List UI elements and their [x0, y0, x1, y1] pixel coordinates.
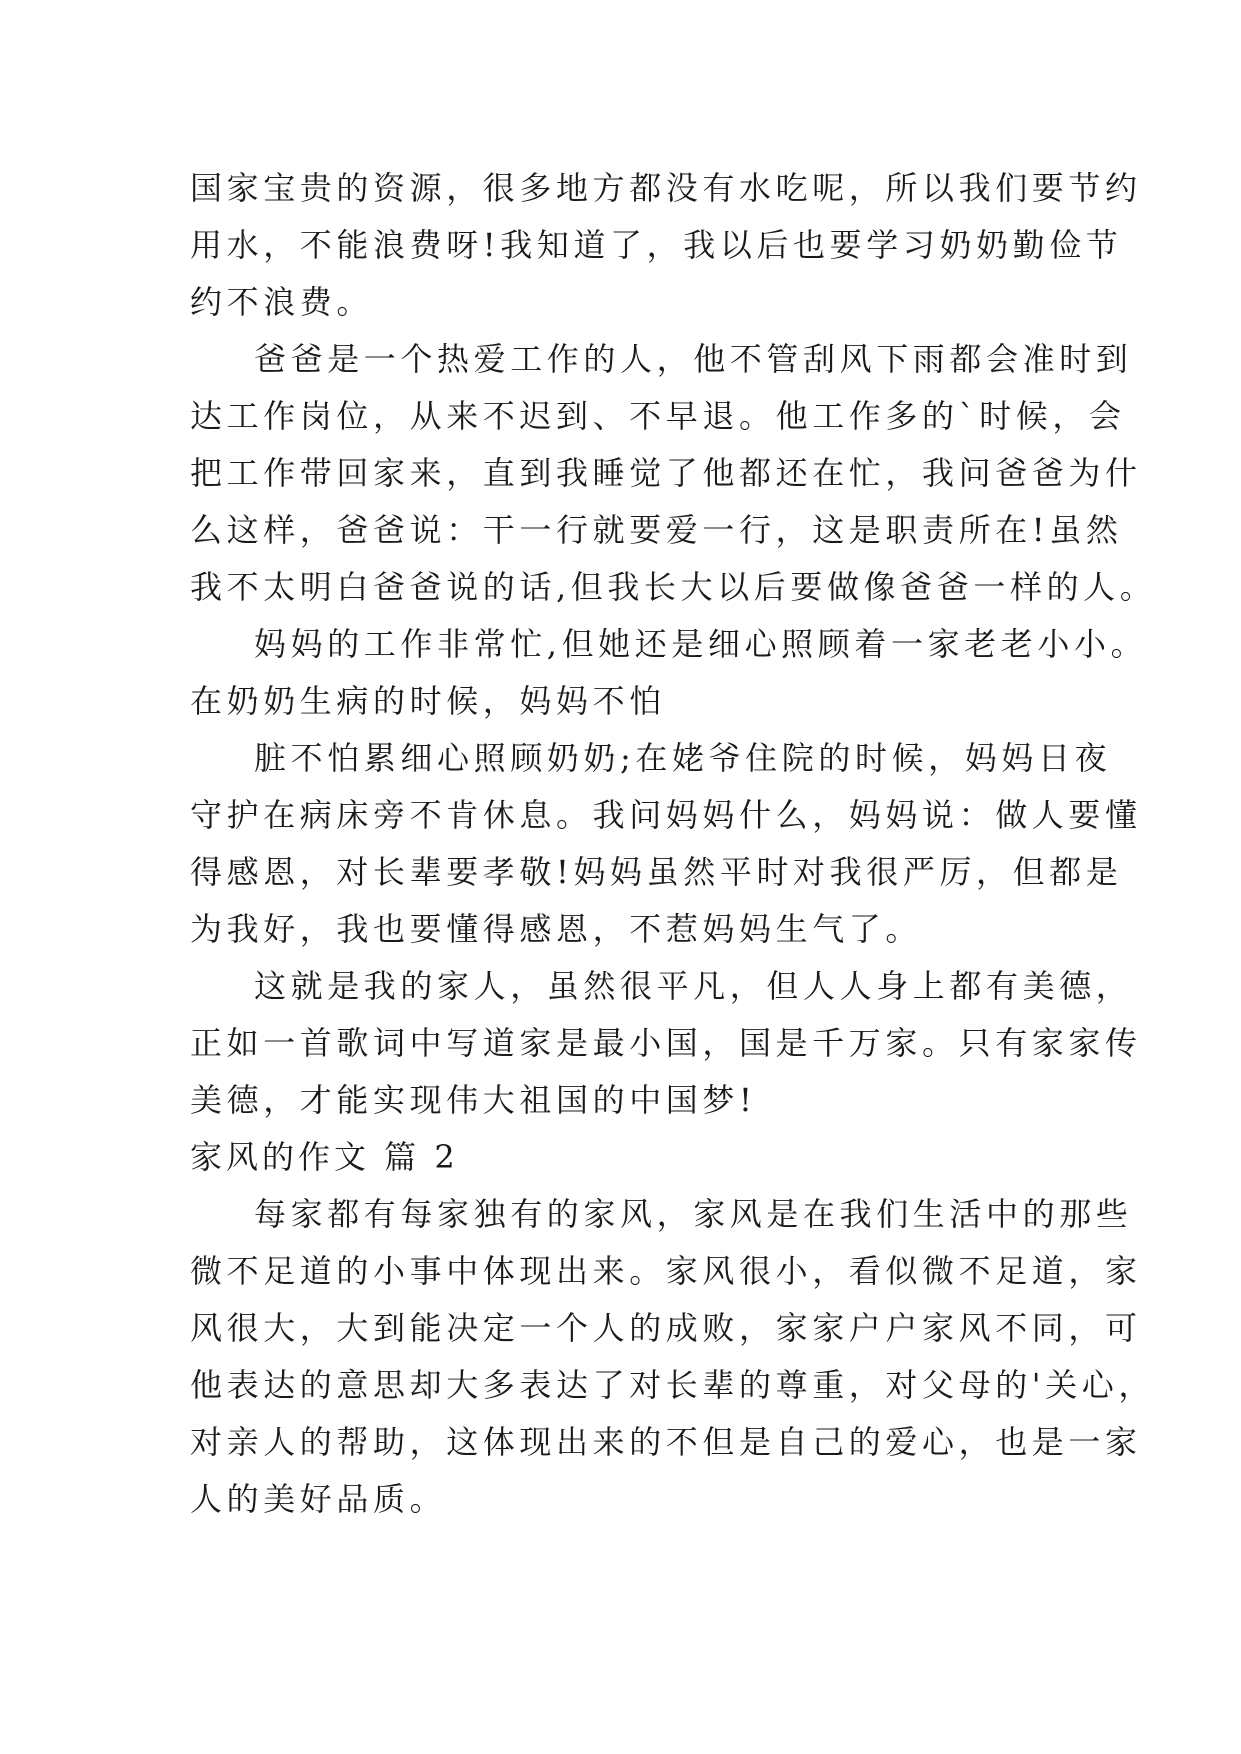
text-line: 微不足道的小事中体现出来。家风很小，看似微不足道，家	[190, 1252, 1142, 1290]
text-line: 妈妈的工作非常忙,但她还是细心照顾着一家老老小小。	[254, 625, 1148, 663]
text-line: 约不浪费。	[190, 283, 374, 321]
text-line: 守护在病床旁不肯休息。我问妈妈什么，妈妈说：做人要懂	[190, 796, 1142, 834]
text-line: 人的美好品质。	[190, 1480, 447, 1518]
text-line: 这就是我的家人，虽然很平凡，但人人身上都有美德，	[254, 967, 1133, 1005]
text-line: 得感恩，对长辈要孝敬!妈妈虽然平时对我很严厉，但都是	[190, 853, 1123, 891]
text-line: 美德，才能实现伟大祖国的中国梦!	[190, 1081, 757, 1119]
section-heading: 家风的作文 篇 2	[190, 1138, 459, 1176]
text-line: 风很大，大到能决定一个人的成败，家家户户家风不同，可	[190, 1309, 1142, 1347]
text-line: 达工作岗位，从来不迟到、不早退。他工作多的`时候，会	[190, 397, 1126, 435]
text-line: 对亲人的帮助，这体现出来的不但是自己的爱心，也是一家	[190, 1423, 1142, 1461]
text-line: 爸爸是一个热爱工作的人，他不管刮风下雨都会准时到	[254, 340, 1133, 378]
text-line: 他表达的意思却大多表达了对长辈的尊重，对父母的'关心，	[190, 1366, 1155, 1404]
text-line: 脏不怕累细心照顾奶奶;在姥爷住院的时候，妈妈日夜	[254, 739, 1112, 777]
document-body	[190, 160, 1157, 1528]
text-line: 么这样，爸爸说：干一行就要爱一行，这是职责所在!虽然	[190, 511, 1123, 549]
text-line: 在奶奶生病的时候，妈妈不怕	[190, 682, 666, 720]
text-line: 用水，不能浪费呀!我知道了，我以后也要学习奶奶勤俭节	[190, 226, 1123, 264]
text-line: 我不太明白爸爸说的话,但我长大以后要做像爸爸一样的人。	[190, 568, 1157, 606]
text-line: 国家宝贵的资源，很多地方都没有水吃呢，所以我们要节约	[190, 169, 1142, 207]
text-line: 正如一首歌词中写道家是最小国，国是千万家。只有家家传	[190, 1024, 1142, 1062]
text-line: 把工作带回家来，直到我睡觉了他都还在忙，我问爸爸为什	[190, 454, 1142, 492]
text-line: 为我好，我也要懂得感恩，不惹妈妈生气了。	[190, 910, 923, 948]
text-line: 每家都有每家独有的家风，家风是在我们生活中的那些	[254, 1195, 1133, 1233]
